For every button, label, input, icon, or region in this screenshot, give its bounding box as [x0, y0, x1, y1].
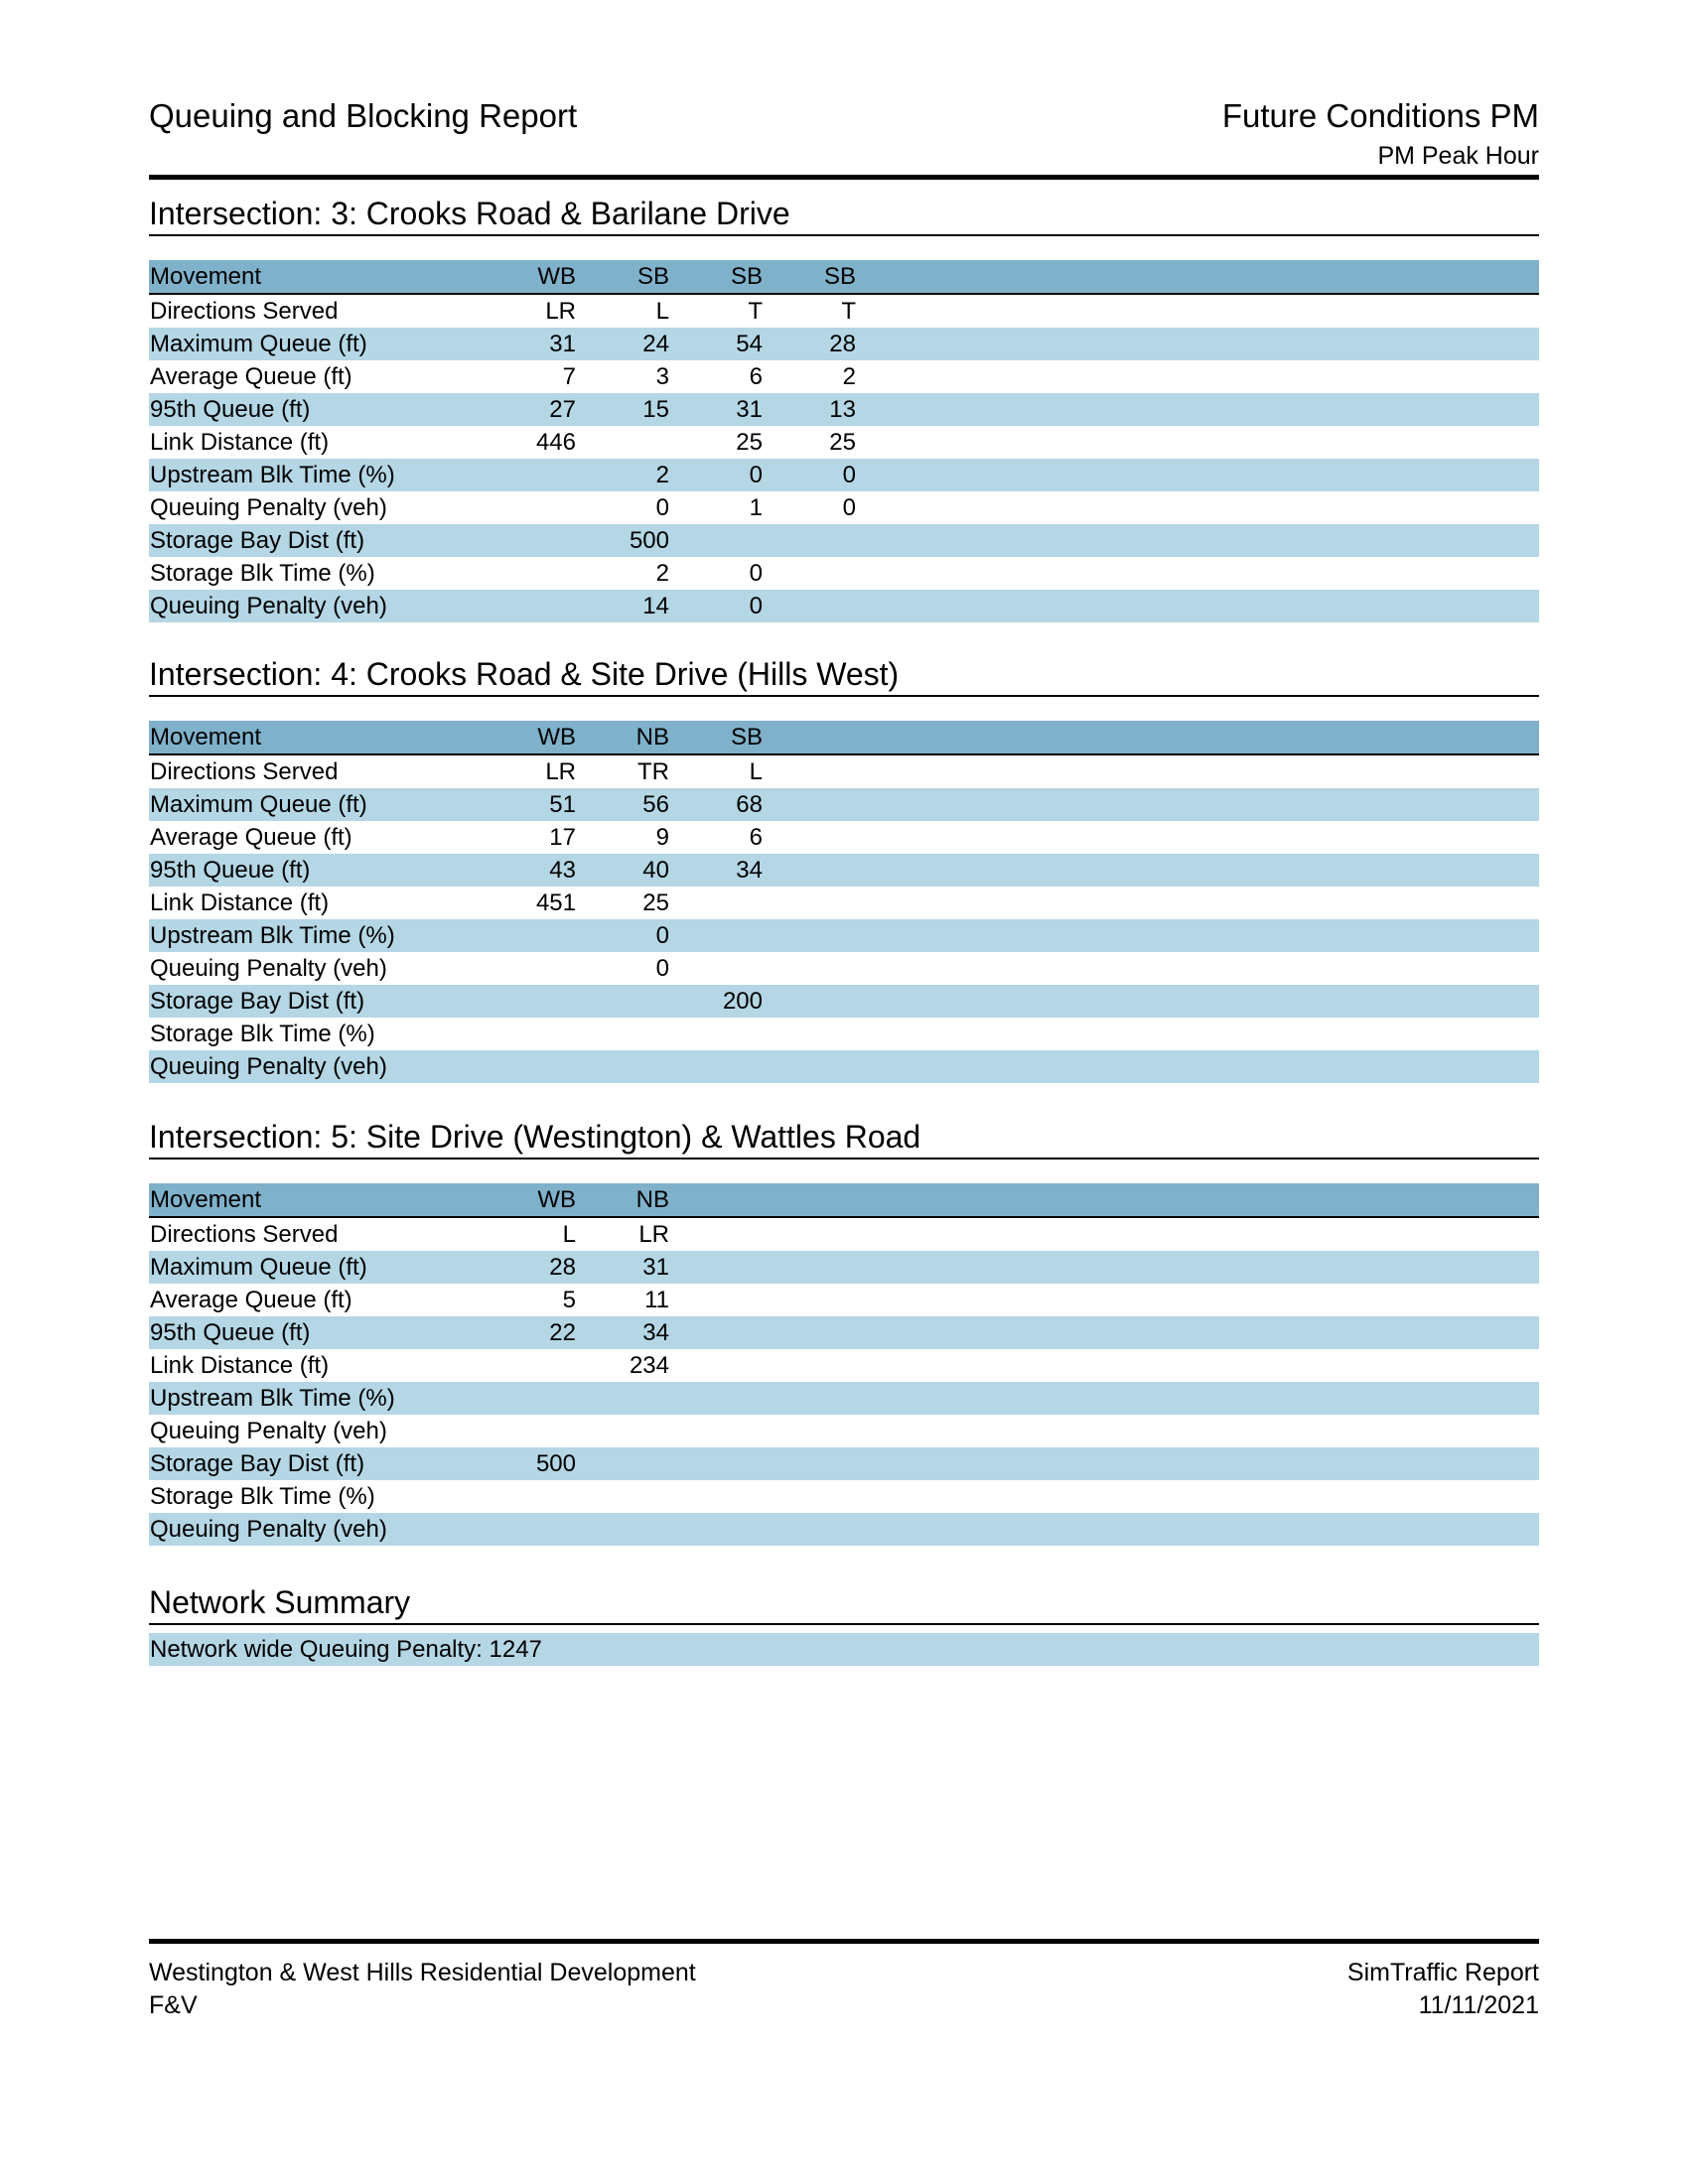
report-type: SimTraffic Report	[1346, 1959, 1539, 1986]
table-cell: T	[748, 298, 763, 325]
table-cell	[669, 1382, 763, 1415]
table-cell	[763, 919, 856, 952]
table-cell: 2	[655, 560, 669, 587]
table-cell	[763, 1513, 856, 1546]
table-row	[149, 393, 1539, 426]
movement-column-header: WB	[483, 1183, 576, 1217]
row-filler	[856, 294, 1539, 328]
table-cell	[669, 1415, 763, 1447]
table-cell	[576, 1480, 669, 1513]
table-cell	[483, 919, 576, 952]
table-cell	[483, 952, 576, 985]
table-header-row	[149, 1183, 1539, 1217]
footer-right	[1347, 1957, 1539, 2022]
row-filler	[856, 557, 1539, 590]
table-cell	[763, 524, 856, 557]
table-cell	[763, 788, 856, 821]
table-cell	[483, 1480, 576, 1513]
header-rule	[149, 175, 1539, 180]
table-row	[149, 788, 1539, 821]
row-filler	[856, 1217, 1539, 1251]
table-cell: 34	[576, 1316, 669, 1349]
table-cell: LR	[638, 1221, 669, 1248]
table-cell: 31	[483, 328, 576, 360]
table-cell: 446	[535, 429, 576, 456]
row-label: 95th Queue (ft)	[149, 1316, 483, 1349]
intersection-title: Intersection: 5: Site Drive (Westington) & Wattles Road	[149, 1116, 1539, 1160]
row-filler	[856, 1382, 1539, 1415]
table-row	[149, 524, 1539, 557]
table-cell: 7	[562, 363, 576, 390]
table-cell: 56	[576, 788, 669, 821]
table-cell: 6	[749, 363, 763, 390]
table-row	[149, 1018, 1539, 1050]
row-filler	[856, 1480, 1539, 1513]
intersection-title: Intersection: 3: Crooks Road & Barilane Drive	[149, 193, 1539, 236]
row-filler	[856, 952, 1539, 985]
table-cell	[669, 919, 763, 952]
table-cell	[576, 1382, 669, 1415]
row-filler	[856, 1050, 1539, 1083]
intersection-section	[149, 1116, 1539, 1546]
row-label: Directions Served	[150, 1221, 339, 1248]
row-filler	[856, 754, 1539, 788]
table-cell: LR	[545, 298, 576, 325]
table-cell	[669, 1050, 763, 1083]
table-cell	[669, 1480, 763, 1513]
table-cell	[763, 1284, 856, 1316]
intersection-section	[149, 193, 1539, 622]
table-cell	[576, 1415, 669, 1447]
table-cell	[483, 590, 576, 622]
table-cell	[483, 524, 576, 557]
table-cell: 27	[483, 393, 576, 426]
table-cell	[669, 1284, 763, 1316]
movement-column-header	[763, 721, 856, 754]
row-filler	[856, 1415, 1539, 1447]
table-header-row	[149, 721, 1539, 754]
table-cell	[483, 1349, 576, 1382]
network-summary-section	[149, 1581, 1539, 1666]
queue-table	[149, 260, 1539, 622]
row-filler	[856, 426, 1539, 459]
table-cell	[763, 1018, 856, 1050]
table-row	[149, 887, 1539, 919]
table-cell	[763, 1251, 856, 1284]
table-cell	[763, 1349, 856, 1382]
table-row	[149, 1284, 1539, 1316]
row-filler	[856, 328, 1539, 360]
table-cell: 500	[576, 524, 669, 557]
analysis-period: PM Peak Hour	[1377, 142, 1539, 170]
report-date: 11/11/2021	[1418, 1991, 1539, 2019]
table-cell: 28	[483, 1251, 576, 1284]
table-cell: 13	[763, 393, 856, 426]
row-label: 95th Queue (ft)	[149, 854, 483, 887]
row-label: Storage Bay Dist (ft)	[149, 1447, 483, 1480]
row-label: Queuing Penalty (veh)	[150, 955, 387, 982]
intersection-title: Intersection: 4: Crooks Road & Site Drive (Hills West)	[149, 653, 1539, 697]
table-cell: 451	[535, 889, 576, 916]
table-cell: 0	[763, 459, 856, 491]
movement-column-header: WB	[483, 721, 576, 754]
table-cell: 6	[749, 824, 763, 851]
table-cell: 0	[749, 560, 763, 587]
row-filler	[856, 919, 1539, 952]
table-cell: L	[749, 758, 763, 785]
row-label: Maximum Queue (ft)	[149, 328, 483, 360]
table-cell	[669, 1447, 763, 1480]
table-cell: 0	[655, 494, 669, 521]
row-label: Maximum Queue (ft)	[149, 788, 483, 821]
table-row	[149, 1415, 1539, 1447]
table-row	[149, 985, 1539, 1018]
table-cell: L	[655, 298, 669, 325]
table-cell: 11	[644, 1287, 669, 1313]
footer-left	[149, 1957, 696, 2022]
table-cell	[763, 1382, 856, 1415]
table-cell	[763, 887, 856, 919]
table-cell	[669, 1217, 763, 1251]
table-cell	[763, 1415, 856, 1447]
table-cell	[669, 1251, 763, 1284]
footer-rule	[149, 1939, 1539, 1944]
table-cell: 0	[669, 459, 763, 491]
row-label: Storage Blk Time (%)	[150, 1483, 375, 1510]
table-row	[149, 360, 1539, 393]
table-cell	[763, 557, 856, 590]
table-row	[149, 459, 1539, 491]
table-cell	[483, 557, 576, 590]
row-filler	[856, 1251, 1539, 1284]
table-cell: 28	[763, 328, 856, 360]
table-cell: 15	[576, 393, 669, 426]
row-label: Queuing Penalty (veh)	[150, 1418, 387, 1444]
table-cell	[483, 985, 576, 1018]
row-label: Average Queue (ft)	[150, 1287, 352, 1313]
report-page	[149, 0, 1539, 2184]
table-cell: 25	[829, 429, 856, 456]
table-cell	[576, 1018, 669, 1050]
table-cell: 2	[576, 459, 669, 491]
table-header-row	[149, 260, 1539, 294]
table-cell	[763, 1480, 856, 1513]
network-queuing-penalty: Network wide Queuing Penalty: 1247	[149, 1633, 1539, 1666]
table-cell: 25	[736, 429, 763, 456]
table-cell	[483, 459, 576, 491]
table-cell: 0	[655, 955, 669, 982]
row-label: Upstream Blk Time (%)	[149, 459, 483, 491]
table-cell: 14	[576, 590, 669, 622]
row-filler	[856, 1349, 1539, 1382]
row-label: Maximum Queue (ft)	[149, 1251, 483, 1284]
queue-table	[149, 1183, 1539, 1546]
table-cell	[483, 1018, 576, 1050]
table-cell: TR	[637, 758, 669, 785]
row-label: Link Distance (ft)	[150, 429, 330, 456]
table-row	[149, 952, 1539, 985]
table-cell	[669, 952, 763, 985]
table-row	[149, 1447, 1539, 1480]
table-cell: 31	[576, 1251, 669, 1284]
row-label: Directions Served	[150, 298, 339, 325]
table-cell	[669, 524, 763, 557]
row-filler	[856, 821, 1539, 854]
row-label: Link Distance (ft)	[150, 1352, 330, 1379]
movement-column-header: SB	[576, 260, 669, 294]
header-filler	[856, 260, 1539, 294]
table-cell	[576, 1447, 669, 1480]
table-cell: 5	[562, 1287, 576, 1313]
table-cell	[483, 1382, 576, 1415]
movement-column-header: WB	[483, 260, 576, 294]
table-cell	[669, 1513, 763, 1546]
movement-column-header: NB	[576, 721, 669, 754]
table-cell	[576, 426, 669, 459]
table-row	[149, 754, 1539, 788]
table-cell: 234	[629, 1352, 669, 1379]
table-cell: 54	[669, 328, 763, 360]
scenario-title: Future Conditions PM	[1221, 97, 1539, 134]
table-cell: 500	[483, 1447, 576, 1480]
table-cell: 1	[749, 494, 763, 521]
table-row	[149, 1513, 1539, 1546]
header-filler	[856, 1183, 1539, 1217]
table-cell	[763, 1050, 856, 1083]
row-label: Link Distance (ft)	[150, 889, 330, 916]
movement-column-header: SB	[669, 260, 763, 294]
row-filler	[856, 360, 1539, 393]
movement-column-header: NB	[576, 1183, 669, 1217]
project-name: Westington & West Hills Residential Development	[149, 1959, 696, 1986]
header-filler	[856, 721, 1539, 754]
row-filler	[856, 1447, 1539, 1480]
table-cell: 200	[669, 985, 763, 1018]
intersection-section	[149, 653, 1539, 1083]
row-filler	[856, 1018, 1539, 1050]
table-row	[149, 491, 1539, 524]
table-row	[149, 294, 1539, 328]
table-cell: L	[562, 1221, 576, 1248]
row-label: Queuing Penalty (veh)	[149, 1050, 483, 1083]
firm-name: F&V	[149, 1991, 198, 2019]
table-cell	[483, 1513, 576, 1546]
table-cell: 0	[842, 494, 856, 521]
table-cell	[763, 854, 856, 887]
table-cell: 9	[655, 824, 669, 851]
table-row	[149, 1251, 1539, 1284]
row-filler	[856, 491, 1539, 524]
queue-table	[149, 721, 1539, 1083]
row-label: Storage Bay Dist (ft)	[149, 985, 483, 1018]
table-cell: 68	[669, 788, 763, 821]
row-label: Upstream Blk Time (%)	[149, 1382, 483, 1415]
table-row	[149, 1480, 1539, 1513]
table-cell	[763, 1217, 856, 1251]
table-cell	[763, 985, 856, 1018]
table-cell	[483, 1415, 576, 1447]
row-label: Queuing Penalty (veh)	[149, 590, 483, 622]
movement-header: Movement	[149, 260, 483, 294]
table-cell	[576, 985, 669, 1018]
table-row	[149, 426, 1539, 459]
movement-header: Movement	[149, 1183, 483, 1217]
row-label: Average Queue (ft)	[150, 824, 352, 851]
movement-header: Movement	[149, 721, 483, 754]
row-filler	[856, 1316, 1539, 1349]
table-cell: 22	[483, 1316, 576, 1349]
table-cell: 43	[483, 854, 576, 887]
movement-column-header: SB	[669, 721, 763, 754]
table-cell	[669, 887, 763, 919]
table-cell: 51	[483, 788, 576, 821]
table-cell: 40	[576, 854, 669, 887]
row-filler	[856, 393, 1539, 426]
row-label: Storage Blk Time (%)	[150, 560, 375, 587]
row-label: Queuing Penalty (veh)	[150, 494, 387, 521]
row-label: 95th Queue (ft)	[149, 393, 483, 426]
table-cell: 17	[549, 824, 576, 851]
table-row	[149, 821, 1539, 854]
movement-column-header: SB	[763, 260, 856, 294]
table-cell	[483, 491, 576, 524]
table-cell	[763, 821, 856, 854]
row-label: Upstream Blk Time (%)	[149, 919, 483, 952]
table-cell: 2	[842, 363, 856, 390]
row-filler	[856, 1284, 1539, 1316]
movement-column-header	[669, 1183, 763, 1217]
row-label: Queuing Penalty (veh)	[149, 1513, 483, 1546]
table-row	[149, 1050, 1539, 1083]
table-cell	[763, 590, 856, 622]
table-cell: 31	[669, 393, 763, 426]
table-cell	[576, 1050, 669, 1083]
table-cell	[763, 952, 856, 985]
row-label: Average Queue (ft)	[150, 363, 352, 390]
row-filler	[856, 887, 1539, 919]
table-cell	[669, 1018, 763, 1050]
table-row	[149, 328, 1539, 360]
table-row	[149, 1349, 1539, 1382]
table-cell	[763, 1316, 856, 1349]
table-cell	[763, 1447, 856, 1480]
row-label: Storage Bay Dist (ft)	[149, 524, 483, 557]
table-cell: 34	[669, 854, 763, 887]
row-filler	[856, 1513, 1539, 1546]
table-cell	[669, 1316, 763, 1349]
row-label: Storage Blk Time (%)	[150, 1021, 375, 1047]
table-cell: 3	[655, 363, 669, 390]
table-cell: 0	[576, 919, 669, 952]
row-filler	[856, 590, 1539, 622]
table-cell: 24	[576, 328, 669, 360]
row-filler	[856, 459, 1539, 491]
row-filler	[856, 854, 1539, 887]
row-filler	[856, 788, 1539, 821]
row-label: Directions Served	[150, 758, 339, 785]
table-cell: 0	[669, 590, 763, 622]
table-cell	[576, 1513, 669, 1546]
table-row	[149, 919, 1539, 952]
table-cell: 25	[642, 889, 669, 916]
report-title: Queuing and Blocking Report	[149, 97, 578, 134]
table-cell	[763, 754, 856, 788]
network-summary-title: Network Summary	[149, 1581, 1539, 1625]
table-row	[149, 557, 1539, 590]
table-row	[149, 1382, 1539, 1415]
table-row	[149, 590, 1539, 622]
table-cell	[669, 1349, 763, 1382]
table-cell: LR	[545, 758, 576, 785]
row-filler	[856, 524, 1539, 557]
table-cell	[483, 1050, 576, 1083]
row-filler	[856, 985, 1539, 1018]
table-row	[149, 1316, 1539, 1349]
table-cell: T	[841, 298, 856, 325]
movement-column-header	[763, 1183, 856, 1217]
table-row	[149, 854, 1539, 887]
table-row	[149, 1217, 1539, 1251]
